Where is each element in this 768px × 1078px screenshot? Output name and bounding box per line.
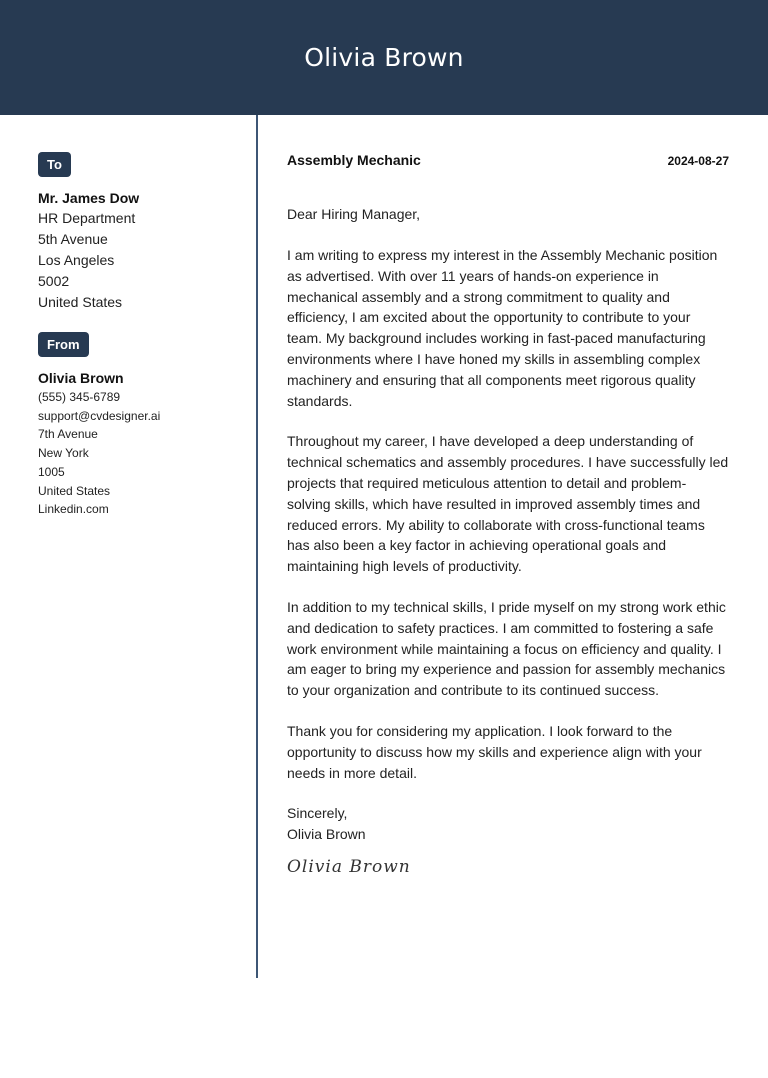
closing-name: Olivia Brown <box>287 826 366 843</box>
sender-postal-code: 1005 <box>38 464 65 479</box>
from-badge: From <box>38 332 89 357</box>
sender-email: support@cvdesigner.ai <box>38 408 161 423</box>
sender-name: Olivia Brown <box>38 370 124 386</box>
sender-phone: (555) 345-6789 <box>38 390 121 404</box>
sender-linkedin: Linkedin.com <box>38 502 109 517</box>
letter-heading <box>287 152 729 174</box>
sender-country: United States <box>38 483 111 498</box>
sender-street: 7th Avenue <box>38 427 98 442</box>
recipient-department: HR Department <box>38 210 136 226</box>
sidebar <box>38 152 248 519</box>
paragraph-1: I am writing to express my interest in the Assembly Mechanic position as advertised. With over 11 years of hands-on experience in mechanical assembly and a strong commitment to quality and efficiency, I am excited about the opportunity to contribute to your team. My background includes working in fast-paced manufacturing environments where I have honed my skills in assembling complex machinery and ensuring that all components meet rigorous quality standards. <box>287 247 718 409</box>
recipient-name: Mr. James Dow <box>38 190 140 206</box>
salutation: Dear Hiring Manager, <box>287 206 421 222</box>
closing <box>287 803 729 845</box>
sender-city: New York <box>38 446 89 461</box>
to-badge: To <box>38 152 71 177</box>
letter-date: 2024-08-27 <box>667 154 729 168</box>
paragraph-4: Thank you for considering my application. I look forward to the opportunity to discuss how my skills and experience align with your needs in more detail. <box>287 722 702 781</box>
paragraph-3: In addition to my technical skills, I pride myself on my strong work ethic and dedication to safety practices. I am committed to fostering a safe work environment while maintaining a focus on efficiency and quality. I am eager to bring my experience and passion for assembly mechanics to your organization and contribute to its continued success. <box>287 598 726 699</box>
signature: Olivia Brown <box>287 857 411 878</box>
header-name: Olivia Brown <box>304 43 464 72</box>
column-divider <box>256 115 258 978</box>
closing-word: Sincerely, <box>287 805 348 822</box>
recipient-city: Los Angeles <box>38 252 115 268</box>
paragraph-2: Throughout my career, I have developed a deep understanding of technical schematics and assembly procedures. I have successfully led projects that required meticulous attention to detail and problem-solving skills, which have resulted in improved assembly times and reduced errors. My ability to collaborate with cross-functional teams has also been a key factor in achieving operational goals and maintaining high levels of productivity. <box>287 433 729 575</box>
recipient-country: United States <box>38 294 123 310</box>
letter-body <box>287 152 729 877</box>
recipient-postal-code: 5002 <box>38 273 70 289</box>
recipient-street: 5th Avenue <box>38 231 108 247</box>
page-header <box>0 0 768 115</box>
job-title: Assembly Mechanic <box>287 152 421 168</box>
